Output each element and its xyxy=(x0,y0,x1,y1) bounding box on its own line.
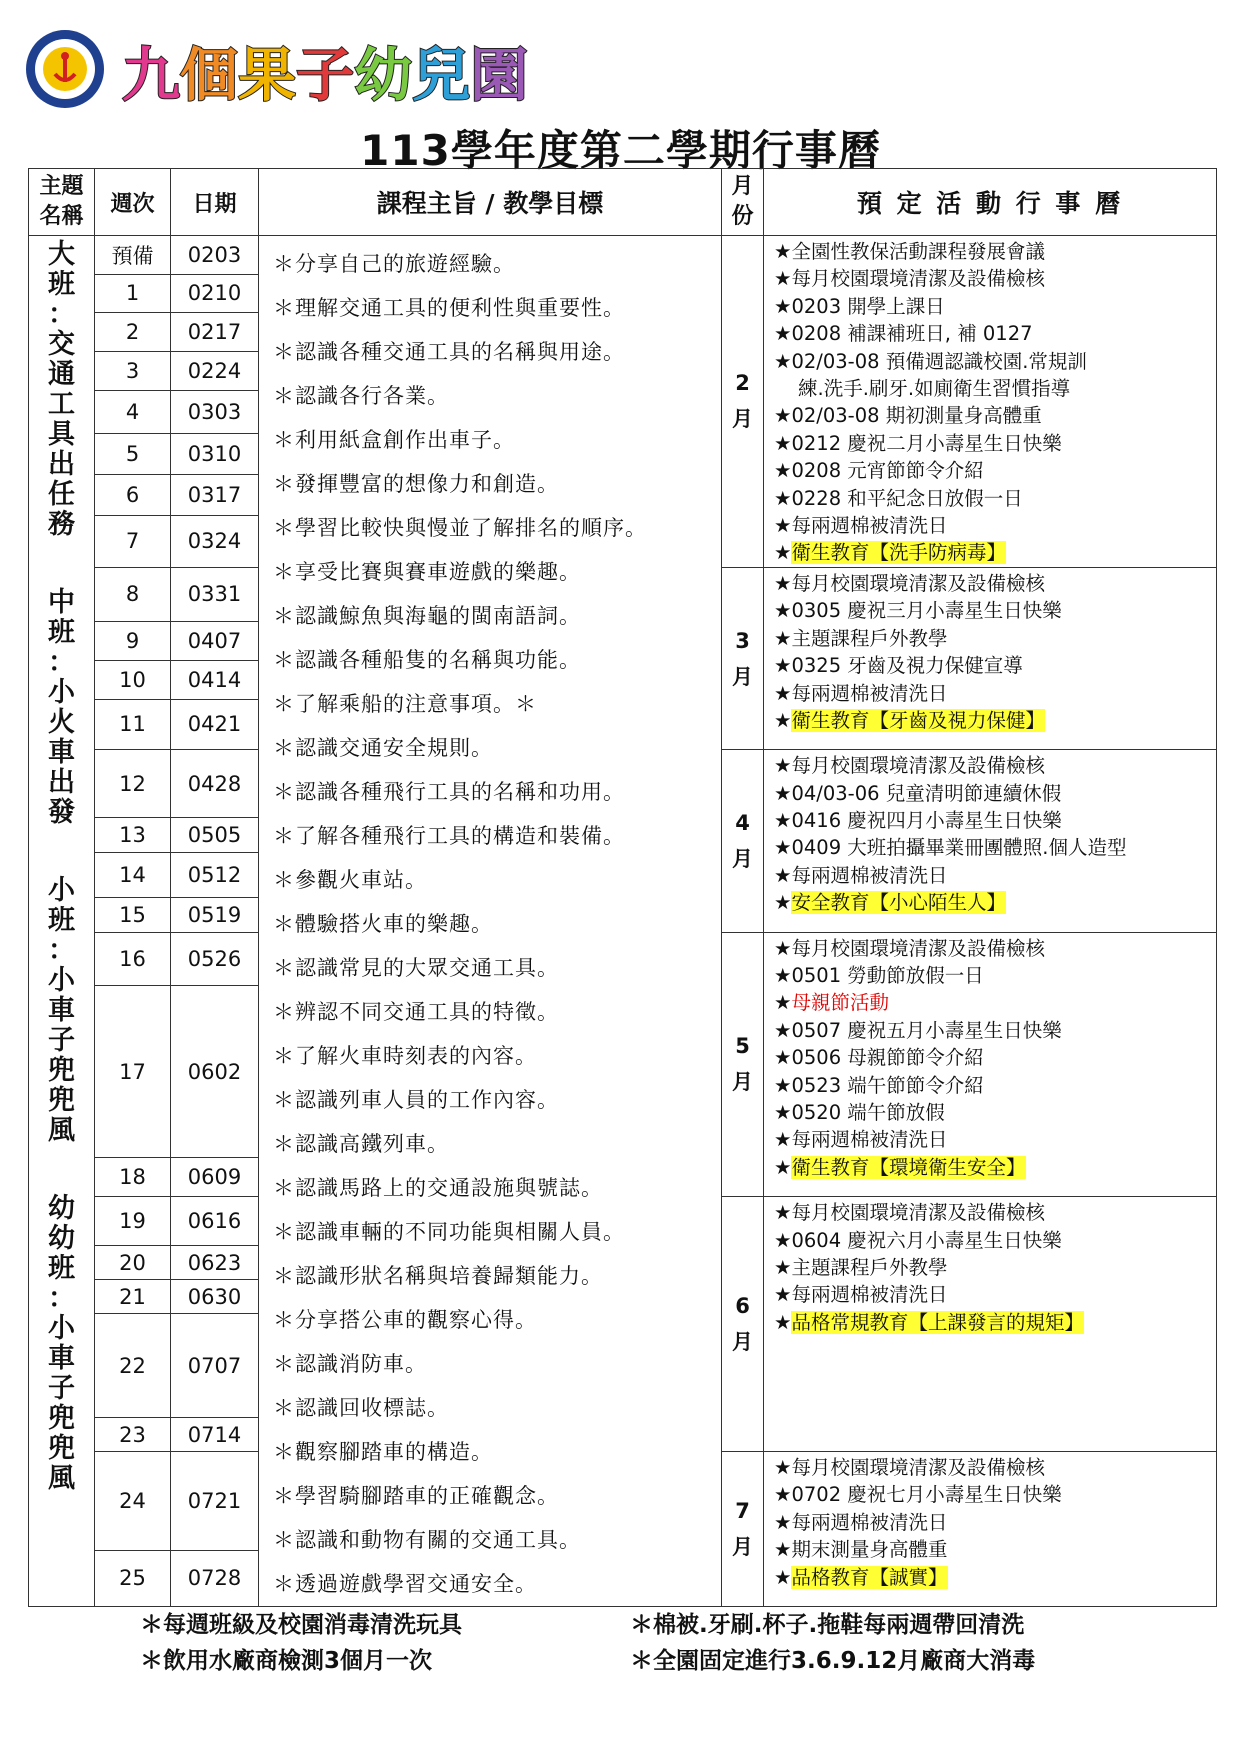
activity-item: ★0305 慶祝三月小壽星生日快樂 xyxy=(774,599,1062,623)
course-goal-item: ＊認識常見的大眾交通工具。 xyxy=(273,956,559,980)
week-number: 4 xyxy=(95,390,171,433)
month-label: 2 月 xyxy=(722,236,764,568)
activity-item: ★品格常規教育【上課發言的規矩】 xyxy=(774,1310,1084,1334)
theme-char: 工 xyxy=(48,389,75,420)
activity-item: ★主題課程戶外教學 xyxy=(774,1255,948,1279)
activity-item: ★每兩週棉被清洗日 xyxy=(774,1283,948,1307)
course-goal-item: ＊認識鯨魚與海龜的閩南語詞。 xyxy=(273,604,581,628)
activity-item: 練.洗手.刷牙.如廁衛生習慣指導 xyxy=(798,377,1071,401)
school-name-char: 九 xyxy=(122,41,181,109)
week-date: 0210 xyxy=(171,274,259,313)
course-goal-item: ＊認識交通安全規則。 xyxy=(273,736,493,760)
course-goal-item: ＊了解火車時刻表的內容。 xyxy=(273,1044,537,1068)
activity-item: ★每兩週棉被清洗日 xyxy=(774,514,948,538)
month-label: 6 月 xyxy=(722,1197,764,1452)
theme-char: 任 xyxy=(48,479,75,510)
month-activities xyxy=(764,236,1217,568)
page-title: 113學年度第二學期行事曆 xyxy=(360,126,881,175)
theme-char: 交 xyxy=(48,329,75,360)
activity-item: ★0702 慶祝七月小壽星生日快樂 xyxy=(774,1483,1062,1507)
course-goal-item: ＊了解乘船的注意事項。＊ xyxy=(273,692,537,716)
theme-char: 風 xyxy=(48,1115,75,1146)
week-date: 0407 xyxy=(171,621,259,660)
week-date: 0616 xyxy=(171,1197,259,1246)
month-label: 5 月 xyxy=(722,932,764,1197)
theme-char: 班 xyxy=(48,1253,75,1284)
header-course: 課程主旨 / 教學目標 xyxy=(259,169,722,236)
course-goal-item: ＊發揮豐富的想像力和創造。 xyxy=(273,472,559,496)
week-number: 16 xyxy=(95,932,171,986)
week-number: 9 xyxy=(95,621,171,660)
course-goal-item: ＊分享搭公車的觀察心得。 xyxy=(273,1308,537,1332)
week-number: 22 xyxy=(95,1314,171,1418)
header-row xyxy=(29,169,1217,236)
theme-char: 具 xyxy=(48,419,75,450)
highlighted-education-theme: 衛生教育【洗手防病毒】 xyxy=(791,541,1006,565)
week-number: 2 xyxy=(95,313,171,352)
activity-item: ★0501 勞動節放假一日 xyxy=(774,963,984,987)
school-name-char: 個 xyxy=(180,41,239,109)
activity-item: ★02/03-08 預備週認識校園.常規訓 xyxy=(774,349,1087,373)
theme-char: 子 xyxy=(48,1373,75,1404)
theme-char: ： xyxy=(48,647,75,678)
theme-char: 兜 xyxy=(48,1403,75,1434)
week-date: 0310 xyxy=(171,433,259,474)
course-goal-item: ＊認識車輛的不同功能與相關人員。 xyxy=(273,1220,625,1244)
month-activities xyxy=(764,932,1217,1197)
activity-item: ★0416 慶祝四月小壽星生日快樂 xyxy=(774,809,1062,833)
school-name-char: 幼 xyxy=(354,41,413,109)
theme-char: 班 xyxy=(48,269,75,300)
week-date: 0630 xyxy=(171,1280,259,1314)
week-row xyxy=(29,236,1217,275)
header-date: 日期 xyxy=(171,169,259,236)
course-goal-item: ＊分享自己的旅遊經驗。 xyxy=(273,252,515,276)
course-goal-item: ＊學習比較快與慢並了解排名的順序。 xyxy=(273,516,647,540)
theme-char: ： xyxy=(48,299,75,330)
week-number: 24 xyxy=(95,1452,171,1551)
month-activities xyxy=(764,567,1217,749)
course-goal-item: ＊認識各種交通工具的名稱與用途。 xyxy=(273,340,625,364)
theme-char: 幼 xyxy=(48,1223,75,1254)
theme-char: 火 xyxy=(48,707,75,738)
kindergarten-emblem-icon xyxy=(24,28,106,110)
week-number: 18 xyxy=(95,1158,171,1197)
activity-item: ★0325 牙齒及視力保健宣導 xyxy=(774,654,1023,678)
week-date: 0609 xyxy=(171,1158,259,1197)
theme-char: 車 xyxy=(48,737,75,768)
course-goal-item: ＊認識形狀名稱與培養歸類能力。 xyxy=(273,1264,603,1288)
week-date: 0217 xyxy=(171,313,259,352)
highlighted-education-theme: 安全教育【小心陌生人】 xyxy=(791,891,1006,915)
week-number: 預備 xyxy=(95,236,171,275)
week-date: 0421 xyxy=(171,699,259,749)
activity-item: ★母親節活動 xyxy=(774,991,889,1015)
note-item: ＊飲用水廠商檢測3個月一次 xyxy=(140,1648,433,1674)
theme-char: 通 xyxy=(48,359,75,390)
activity-item: ★衛生教育【洗手防病毒】 xyxy=(774,541,1006,565)
theme-char: ： xyxy=(48,935,75,966)
week-number: 10 xyxy=(95,660,171,699)
course-goal-item: ＊認識列車人員的工作內容。 xyxy=(273,1088,559,1112)
activity-item: ★每月校園環境清潔及設備檢核 xyxy=(774,267,1045,291)
week-date: 0317 xyxy=(171,474,259,515)
week-number: 19 xyxy=(95,1197,171,1246)
activity-item: ★02/03-08 期初測量身高體重 xyxy=(774,404,1042,428)
activity-item: ★0520 端午節放假 xyxy=(774,1101,945,1124)
week-number: 1 xyxy=(95,274,171,313)
activity-item: ★每兩週棉被清洗日 xyxy=(774,1128,948,1152)
highlighted-education-theme: 衛生教育【牙齒及視力保健】 xyxy=(791,708,1045,732)
activity-item: ★衛生教育【牙齒及視力保健】 xyxy=(774,708,1045,732)
header-theme: 主題名稱 xyxy=(29,169,95,236)
activity-item: ★每月校園環境清潔及設備檢核 xyxy=(774,571,1045,595)
week-date: 0428 xyxy=(171,750,259,818)
school-name xyxy=(122,40,528,110)
month-activities xyxy=(764,750,1217,932)
theme-char: 車 xyxy=(48,995,75,1026)
header-month: 月份 xyxy=(722,169,764,236)
activity-item: ★0228 和平紀念日放假一日 xyxy=(774,486,1023,510)
week-date: 0203 xyxy=(171,236,259,275)
special-event-label: 母親節活動 xyxy=(791,991,889,1015)
month-activities xyxy=(764,1197,1217,1452)
activity-item: ★期末測量身高體重 xyxy=(774,1538,948,1562)
theme-char: 風 xyxy=(48,1463,75,1494)
course-goal-item: ＊參觀火車站。 xyxy=(273,868,427,892)
course-goal-item: ＊理解交通工具的便利性與重要性。 xyxy=(273,296,625,320)
course-goal-item: ＊了解各種飛行工具的構造和裝備。 xyxy=(273,824,625,848)
week-date: 0303 xyxy=(171,390,259,433)
course-goal-item: ＊利用紙盒創作出車子。 xyxy=(273,428,515,452)
course-goal-item: ＊觀察腳踏車的構造。 xyxy=(273,1440,493,1464)
week-date: 0707 xyxy=(171,1314,259,1418)
week-date: 0324 xyxy=(171,515,259,567)
week-date: 0721 xyxy=(171,1452,259,1551)
activity-item: ★04/03-06 兒童清明節連續休假 xyxy=(774,781,1062,805)
theme-char: 出 xyxy=(48,449,75,480)
theme-char: 子 xyxy=(48,1025,75,1056)
week-number: 15 xyxy=(95,897,171,932)
theme-char: 發 xyxy=(48,797,75,828)
week-date: 0519 xyxy=(171,897,259,932)
month-label: 7 月 xyxy=(722,1452,764,1607)
course-goal-item: ＊認識各種船隻的名稱與功能。 xyxy=(273,648,581,672)
week-number: 6 xyxy=(95,474,171,515)
week-number: 20 xyxy=(95,1246,171,1280)
course-goal-item: ＊認識和動物有關的交通工具。 xyxy=(273,1528,581,1552)
note-item: ＊棉被.牙刷.杯子.拖鞋每兩週帶回清洗 xyxy=(630,1612,1025,1638)
activity-item: ★衛生教育【環境衛生安全】 xyxy=(774,1155,1026,1179)
theme-char: 小 xyxy=(48,965,75,996)
course-goal-item: ＊認識消防車。 xyxy=(273,1352,427,1376)
activity-item: ★每月校園環境清潔及設備檢核 xyxy=(774,936,1045,960)
theme-char: 兜 xyxy=(48,1085,75,1116)
activity-item: ★0409 大班拍攝畢業冊團體照.個人造型 xyxy=(774,836,1127,860)
course-goals xyxy=(259,236,722,1607)
activity-item: ★0523 端午節節令介紹 xyxy=(774,1073,984,1097)
activity-item: ★每兩週棉被清洗日 xyxy=(774,1510,948,1534)
highlighted-education-theme: 品格教育【誠實】 xyxy=(791,1565,948,1589)
week-date: 0714 xyxy=(171,1418,259,1452)
theme-char: 小 xyxy=(48,677,75,708)
week-number: 3 xyxy=(95,351,171,390)
activity-item: ★0203 開學上課日 xyxy=(774,294,945,318)
activity-item: ★每月校園環境清潔及設備檢核 xyxy=(774,754,1045,778)
theme-char: 車 xyxy=(48,1343,75,1374)
highlighted-education-theme: 衛生教育【環境衛生安全】 xyxy=(791,1155,1026,1179)
course-goal-item: ＊辨認不同交通工具的特徵。 xyxy=(273,1000,559,1024)
calendar-table xyxy=(28,168,1217,1607)
course-goal-item: ＊認識各種飛行工具的名稱和功用。 xyxy=(273,780,625,804)
theme-char: 務 xyxy=(48,509,75,540)
activity-item: ★全園性教保活動課程發展會議 xyxy=(774,240,1045,263)
header-week: 週次 xyxy=(95,169,171,236)
week-number: 14 xyxy=(95,852,171,897)
theme-char: 小 xyxy=(48,1313,75,1344)
theme-char: ： xyxy=(48,1283,75,1314)
activity-item: ★0208 元宵節節令介紹 xyxy=(774,459,984,483)
activity-item: ★品格教育【誠實】 xyxy=(774,1565,948,1589)
activity-item: ★每月校園環境清潔及設備檢核 xyxy=(774,1201,1045,1225)
course-goal-item: ＊透過遊戲學習交通安全。 xyxy=(273,1572,537,1596)
theme-char: 班 xyxy=(48,617,75,648)
theme-char: 幼 xyxy=(48,1193,75,1224)
week-number: 25 xyxy=(95,1550,171,1606)
activity-item: ★0604 慶祝六月小壽星生日快樂 xyxy=(774,1228,1062,1252)
activity-item: ★0507 慶祝五月小壽星生日快樂 xyxy=(774,1018,1062,1042)
week-number: 17 xyxy=(95,986,171,1158)
week-date: 0224 xyxy=(171,351,259,390)
week-date: 0602 xyxy=(171,986,259,1158)
course-goal-item: ＊學習騎腳踏車的正確觀念。 xyxy=(273,1484,559,1508)
week-date: 0505 xyxy=(171,818,259,853)
course-goal-item: ＊體驗搭火車的樂趣。 xyxy=(273,912,493,936)
course-goal-item: ＊認識高鐵列車。 xyxy=(273,1132,449,1156)
header-activities: 預 定 活 動 行 事 曆 xyxy=(764,169,1217,236)
activity-item: ★每兩週棉被清洗日 xyxy=(774,681,948,705)
theme-char: 大 xyxy=(48,239,75,270)
course-goal-item: ＊享受比賽與賽車遊戲的樂趣。 xyxy=(273,560,581,584)
week-date: 0526 xyxy=(171,932,259,986)
theme-char: 兜 xyxy=(48,1433,75,1464)
school-name-char: 果 xyxy=(238,41,297,109)
course-goal-item: ＊認識各行各業。 xyxy=(273,384,449,408)
highlighted-education-theme: 品格常規教育【上課發言的規矩】 xyxy=(791,1310,1084,1334)
theme-char: 班 xyxy=(48,905,75,936)
course-goal-item: ＊認識馬路上的交通設施與號誌。 xyxy=(273,1176,603,1200)
week-date: 0512 xyxy=(171,852,259,897)
course-goal-item: ＊認識回收標誌。 xyxy=(273,1396,449,1420)
theme-char: 出 xyxy=(48,767,75,798)
week-number: 21 xyxy=(95,1280,171,1314)
activity-item: ★0506 母親節節令介紹 xyxy=(774,1046,984,1070)
week-number: 7 xyxy=(95,515,171,567)
week-number: 11 xyxy=(95,699,171,749)
theme-char: 小 xyxy=(48,875,75,906)
activity-item: ★安全教育【小心陌生人】 xyxy=(774,891,1006,915)
school-name-char: 園 xyxy=(470,41,529,109)
note-item: ＊每週班級及校園消毒清洗玩具 xyxy=(140,1612,462,1638)
activity-item: ★每兩週棉被清洗日 xyxy=(774,863,948,887)
theme-char: 兜 xyxy=(48,1055,75,1086)
month-label: 3 月 xyxy=(722,567,764,749)
week-number: 23 xyxy=(95,1418,171,1452)
school-name-char: 子 xyxy=(296,41,355,109)
week-date: 0414 xyxy=(171,660,259,699)
activity-item: ★0208 補課補班日, 補 0127 xyxy=(774,322,1033,346)
school-name-char: 兒 xyxy=(412,41,471,109)
week-date: 0728 xyxy=(171,1550,259,1606)
month-label: 4 月 xyxy=(722,750,764,932)
activity-item: ★0212 慶祝二月小壽星生日快樂 xyxy=(774,431,1062,455)
week-number: 8 xyxy=(95,567,171,621)
week-number: 13 xyxy=(95,818,171,853)
week-date: 0623 xyxy=(171,1246,259,1280)
note-item: ＊全園固定進行3.6.9.12月廠商大消毒 xyxy=(630,1648,1036,1674)
week-number: 12 xyxy=(95,750,171,818)
week-date: 0331 xyxy=(171,567,259,621)
activity-item: ★每月校園環境清潔及設備檢核 xyxy=(774,1456,1045,1480)
week-number: 5 xyxy=(95,433,171,474)
month-activities xyxy=(764,1452,1217,1607)
theme-char: 中 xyxy=(48,587,75,618)
theme-column xyxy=(29,236,95,1607)
activity-item: ★主題課程戶外教學 xyxy=(774,626,948,650)
